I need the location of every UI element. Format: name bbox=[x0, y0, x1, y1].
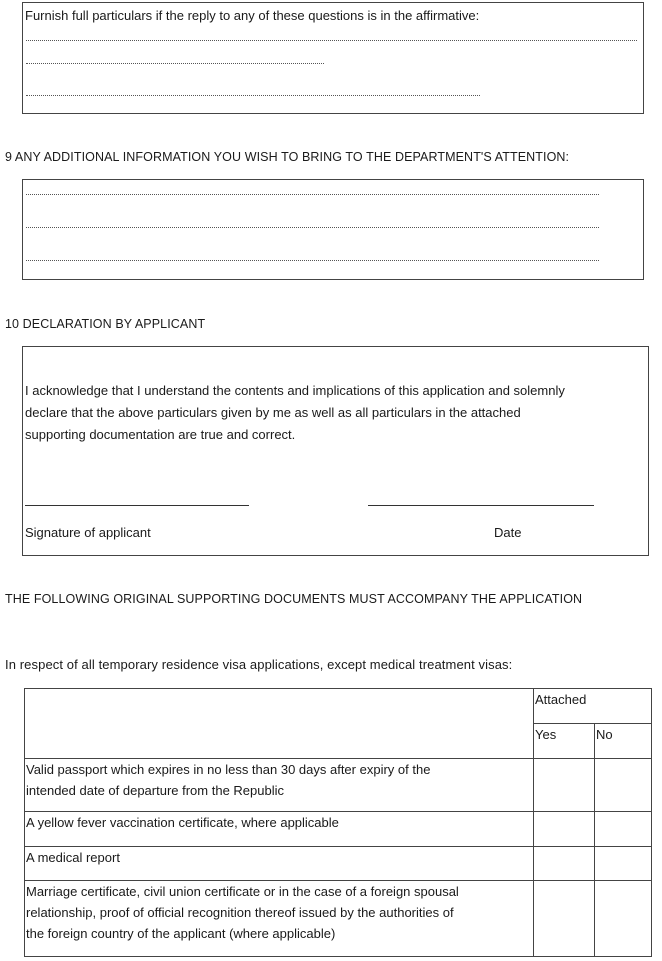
section-10-heading: 10 DECLARATION BY APPLICANT bbox=[5, 317, 206, 331]
signature-label: Signature of applicant bbox=[25, 525, 151, 540]
additional-info-line-3[interactable] bbox=[26, 260, 599, 261]
document-header-cell bbox=[25, 689, 534, 759]
yes-checkbox-cell[interactable] bbox=[534, 881, 595, 957]
no-label: No bbox=[596, 727, 613, 742]
document-text-line: Valid passport which expires in no less than 30 days after expiry of the bbox=[26, 762, 431, 777]
table-row bbox=[25, 847, 652, 881]
attached-header-cell bbox=[534, 689, 652, 724]
particulars-box bbox=[22, 2, 644, 114]
no-header-cell bbox=[595, 724, 652, 759]
declaration-text-line-2: declare that the above particulars given by me as well as all particulars in the attached bbox=[25, 405, 521, 420]
supporting-documents-heading: THE FOLLOWING ORIGINAL SUPPORTING DOCUMENTS MUST ACCOMPANY THE APPLICATION bbox=[5, 592, 583, 606]
date-line[interactable] bbox=[368, 505, 594, 506]
supporting-documents-table bbox=[24, 688, 652, 957]
document-cell bbox=[25, 812, 534, 847]
document-text-line: the foreign country of the applicant (where applicable) bbox=[26, 926, 336, 941]
particulars-line-3[interactable] bbox=[26, 95, 480, 96]
document-cell bbox=[25, 847, 534, 881]
document-text-line: relationship, proof of official recognition thereof issued by the authorities of bbox=[26, 905, 454, 920]
table-row bbox=[25, 812, 652, 847]
no-checkbox-cell[interactable] bbox=[595, 881, 652, 957]
additional-info-line-1[interactable] bbox=[26, 194, 599, 195]
particulars-line-2[interactable] bbox=[26, 63, 324, 64]
document-text-line: A yellow fever vaccination certificate, where applicable bbox=[26, 815, 339, 830]
additional-info-line-2[interactable] bbox=[26, 227, 599, 228]
declaration-text-line-3: supporting documentation are true and correct. bbox=[25, 427, 296, 442]
signature-line[interactable] bbox=[25, 505, 249, 506]
section-9-heading: 9 ANY ADDITIONAL INFORMATION YOU WISH TO BRING TO THE DEPARTMENT'S ATTENTION: bbox=[5, 150, 570, 164]
document-cell bbox=[25, 759, 534, 812]
yes-label: Yes bbox=[535, 727, 557, 742]
particulars-line-1[interactable] bbox=[26, 40, 637, 41]
document-text-line: Marriage certificate, civil union certificate or in the case of a foreign spousal bbox=[26, 884, 459, 899]
yes-checkbox-cell[interactable] bbox=[534, 812, 595, 847]
declaration-text-line-1: I acknowledge that I understand the contents and implications of this application and solemnly bbox=[25, 383, 565, 398]
date-label: Date bbox=[494, 525, 522, 540]
yes-checkbox-cell[interactable] bbox=[534, 847, 595, 881]
yes-header-cell bbox=[534, 724, 595, 759]
attached-label: Attached bbox=[535, 692, 587, 707]
particulars-prompt: Furnish full particulars if the reply to any of these questions is in the affirmative: bbox=[25, 8, 480, 23]
no-checkbox-cell[interactable] bbox=[595, 812, 652, 847]
table-header-row-1 bbox=[25, 689, 652, 724]
document-cell bbox=[25, 881, 534, 957]
declaration-box bbox=[22, 346, 649, 556]
no-checkbox-cell[interactable] bbox=[595, 759, 652, 812]
no-checkbox-cell[interactable] bbox=[595, 847, 652, 881]
table-row bbox=[25, 759, 652, 812]
additional-info-box bbox=[22, 179, 644, 280]
table-row bbox=[25, 881, 652, 957]
supporting-documents-subheading: In respect of all temporary residence visa applications, except medical treatment visas: bbox=[5, 657, 513, 672]
yes-checkbox-cell[interactable] bbox=[534, 759, 595, 812]
document-text-line: intended date of departure from the Republic bbox=[26, 783, 285, 798]
document-text-line: A medical report bbox=[26, 850, 120, 865]
